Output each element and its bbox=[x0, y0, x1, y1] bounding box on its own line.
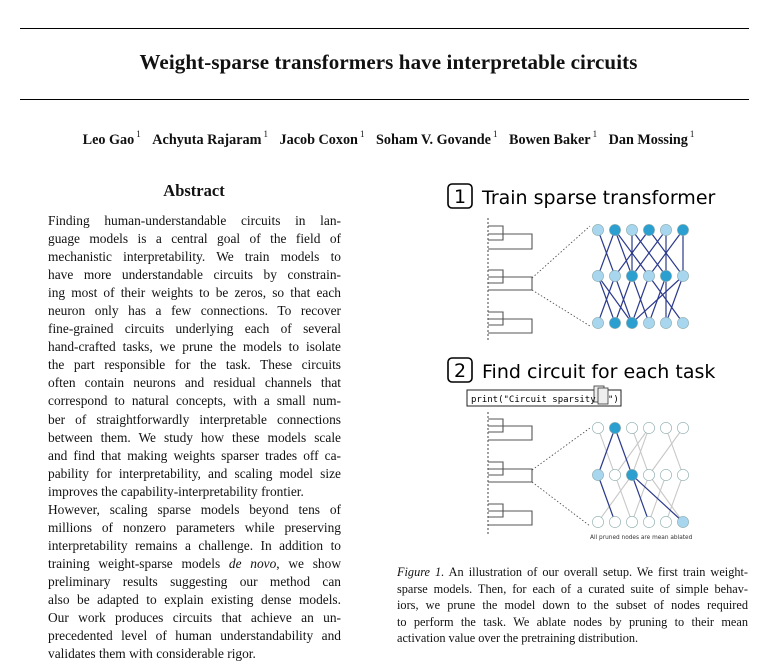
edge bbox=[615, 428, 632, 475]
abstract-line: ber of straightforwardly interpretable connections bbox=[48, 411, 341, 427]
abstract-line: pability for interpretability, and scaling model size bbox=[48, 465, 341, 481]
edge bbox=[598, 475, 615, 522]
node bbox=[660, 422, 671, 433]
node bbox=[609, 422, 620, 433]
node bbox=[660, 317, 671, 328]
node bbox=[677, 224, 688, 235]
code-tail: ") bbox=[608, 395, 619, 405]
author: Jacob Coxon $^1$ bbox=[279, 129, 365, 148]
abstract-line: validates them with considerable rigor. bbox=[48, 646, 256, 662]
node bbox=[626, 422, 637, 433]
node bbox=[609, 224, 620, 235]
abstract-line: often contain neurons and residual channels that bbox=[48, 375, 341, 391]
caption-line: to perform the task. We ablate nodes by pruning to their mean bbox=[397, 614, 748, 629]
code-snippet bbox=[467, 386, 621, 406]
abstract-line: ing most of their weights to be zeros, so that each bbox=[48, 285, 341, 301]
abstract-line: fine-grained circuits underlying each of several bbox=[48, 321, 341, 337]
node bbox=[626, 516, 637, 527]
edge bbox=[615, 230, 632, 276]
edge bbox=[632, 276, 683, 323]
author-list bbox=[0, 130, 777, 149]
abstract-line: neuron only has a few connections. To recover bbox=[48, 303, 341, 319]
zoom-dots-2 bbox=[532, 428, 590, 526]
author: Achyuta Rajaram $^1$ bbox=[152, 129, 268, 148]
grey-edge bbox=[598, 475, 632, 522]
grey-edge bbox=[649, 428, 683, 475]
node bbox=[677, 469, 688, 480]
transformer-blocks-1 bbox=[488, 218, 532, 340]
abstract-line: have more understandable circuits by constrain- bbox=[48, 267, 341, 283]
node bbox=[592, 469, 603, 480]
node bbox=[609, 469, 620, 480]
node bbox=[643, 422, 654, 433]
node bbox=[660, 516, 671, 527]
node bbox=[592, 317, 603, 328]
caption-line: activation value over the pretraining distribution. bbox=[397, 631, 639, 646]
abstract-line: Our work produces circuits that achieve an un- bbox=[48, 610, 341, 626]
pruned-circuit bbox=[592, 422, 688, 527]
abstract-line: improves the capability-interpretability frontier. bbox=[48, 483, 304, 499]
node bbox=[626, 469, 637, 480]
title-bottom-rule bbox=[20, 99, 749, 100]
author: Dan Mossing $^1$ bbox=[608, 129, 695, 148]
node bbox=[660, 270, 671, 281]
caption-line: iors, we prune the model down to the subset of nodes required bbox=[397, 598, 748, 613]
sparse-network bbox=[592, 224, 688, 328]
abstract-line: hand-crafted tasks, we prune the models to isolate bbox=[48, 339, 341, 355]
grey-edge bbox=[615, 475, 632, 522]
node bbox=[626, 270, 637, 281]
abstract-line: mechanistic interpretability. We train models to bbox=[48, 249, 341, 265]
node bbox=[643, 317, 654, 328]
node bbox=[643, 270, 654, 281]
abstract-body bbox=[48, 212, 341, 663]
node bbox=[609, 270, 620, 281]
node bbox=[677, 422, 688, 433]
code-text: print("Circuit sparsity bbox=[471, 395, 596, 405]
author: Leo Gao $^1$ bbox=[82, 129, 141, 148]
caption-line: sparse models. Then, for each of a curated suite of simple behav- bbox=[397, 581, 748, 596]
zoom-dots-1 bbox=[532, 226, 590, 326]
abstract-line: However, scaling sparse models beyond tens of bbox=[48, 501, 341, 517]
node bbox=[643, 224, 654, 235]
step2-label: Find circuit for each task bbox=[482, 361, 716, 383]
step2-number: 2 bbox=[453, 360, 467, 382]
node bbox=[677, 516, 688, 527]
abstract-line: Finding human-understandable circuits in lan- bbox=[48, 213, 341, 228]
author: Soham V. Govande $^1$ bbox=[375, 129, 498, 148]
abstract-line: interpretability remains a challenge. In addition to bbox=[48, 537, 341, 553]
abstract-line: precedented level of human understandability and bbox=[48, 628, 341, 644]
node bbox=[626, 317, 637, 328]
edge bbox=[632, 475, 683, 522]
step1-label: Train sparse transformer bbox=[482, 187, 716, 209]
node bbox=[592, 270, 603, 281]
abstract-line: millions of nonzero parameters while preserving bbox=[48, 519, 341, 535]
node bbox=[592, 516, 603, 527]
node bbox=[609, 317, 620, 328]
node bbox=[643, 516, 654, 527]
grey-edge bbox=[666, 428, 683, 475]
node bbox=[660, 469, 671, 480]
transformer-blocks-2 bbox=[488, 412, 532, 534]
italic-de-novo: de novo bbox=[228, 555, 277, 571]
paper-title: Weight-sparse transformers have interpretable circuits bbox=[139, 50, 638, 74]
grey-edge bbox=[615, 428, 649, 475]
abstract-line: and find that making weights sparser trades off ca- bbox=[48, 447, 341, 463]
top-rule bbox=[20, 28, 749, 29]
node bbox=[643, 469, 654, 480]
caption-label: Figure 1. bbox=[397, 565, 445, 579]
pruned-note: All pruned nodes are mean ablated bbox=[590, 535, 693, 541]
grey-edge bbox=[649, 475, 683, 522]
figure-1-diagram bbox=[440, 178, 740, 548]
abstract-line: preliminary results suggesting our method can bbox=[48, 573, 341, 589]
abstract-line: guage models is a central goal of the field of bbox=[48, 231, 341, 247]
node bbox=[592, 422, 603, 433]
abstract-line: also be adapted to explain existing dense models. bbox=[48, 591, 341, 607]
step1-number: 1 bbox=[453, 186, 467, 208]
abstract-heading: Abstract bbox=[163, 181, 225, 200]
abstract-line: correspond to natural concepts, with a small num- bbox=[48, 393, 341, 409]
node bbox=[626, 224, 637, 235]
abstract-line: training weight-sparse models de novo, we show bbox=[48, 555, 341, 571]
node bbox=[592, 224, 603, 235]
node bbox=[677, 270, 688, 281]
node bbox=[660, 224, 671, 235]
figure-caption bbox=[397, 564, 748, 647]
edge bbox=[598, 276, 632, 323]
abstract-line: the part responsible for the task. These circuits bbox=[48, 357, 341, 373]
node bbox=[677, 317, 688, 328]
node bbox=[609, 516, 620, 527]
author: Bowen Baker $^1$ bbox=[509, 129, 598, 148]
caption-line: Figure 1. An illustration of our overall setup. We first train weight- bbox=[397, 565, 749, 579]
abstract-line: between them. We study how these models scale bbox=[48, 429, 341, 445]
